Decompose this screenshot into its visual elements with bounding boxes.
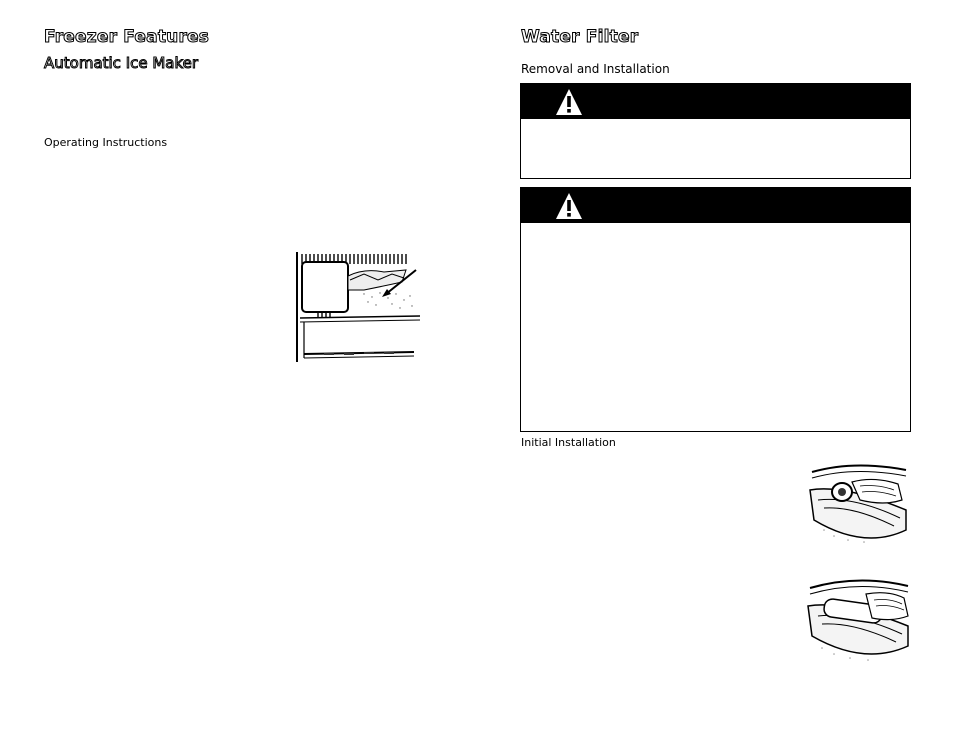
filter-install-illustration-1 — [804, 460, 910, 548]
ice-maker-illustration — [294, 250, 424, 365]
warning-box-1 — [520, 83, 911, 179]
freezer-features-title: Freezer Features — [44, 27, 210, 47]
filter-install-illustration-2 — [804, 576, 912, 664]
operating-instructions-heading: Operating Instructions — [44, 136, 168, 149]
initial-installation-heading: Initial Installation — [521, 436, 616, 449]
warning-bar-1 — [521, 84, 910, 119]
water-filter-title: Water Filter — [521, 27, 639, 47]
warning-bar-2 — [521, 188, 910, 223]
warning-triangle-icon — [555, 88, 583, 116]
warning-box-2 — [520, 187, 911, 432]
removal-installation-heading: Removal and Installation — [521, 62, 670, 76]
automatic-ice-maker-heading: Automatic Ice Maker — [44, 54, 199, 72]
warning-triangle-icon — [555, 192, 583, 220]
